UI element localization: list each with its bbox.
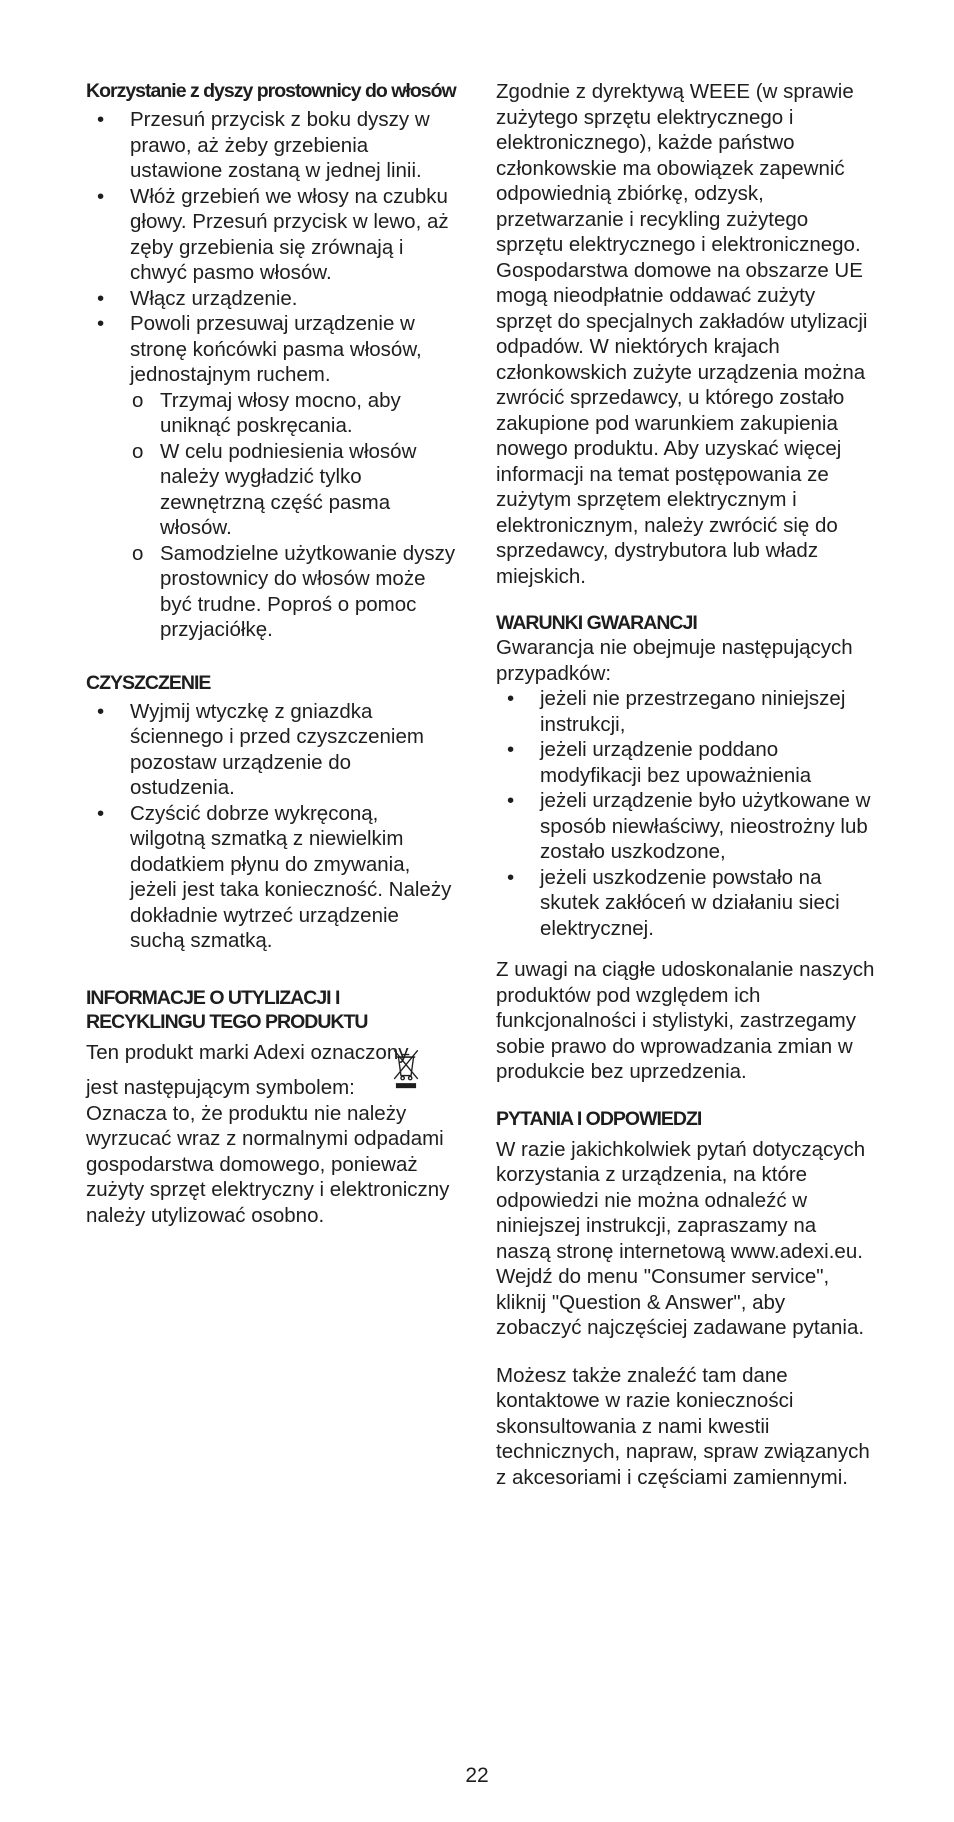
section-warranty: [496, 611, 876, 1085]
sub-list: [130, 388, 458, 643]
section-cleaning: [86, 671, 458, 954]
list-item: • jeżeli uszkodzenie powstało na skutek zakłóceń w działaniu sieci elektrycznej.: [496, 865, 876, 942]
sub-list-item: o W celu podniesienia włosów należy wygładzić tylko zewnętrzną część pasma włosów.: [130, 439, 458, 541]
list-item: [86, 311, 458, 643]
bullet-list: [496, 686, 876, 941]
section-faq: [496, 1107, 876, 1491]
warranty-intro: Gwarancja nie obejmuje następujących przypadków:: [496, 636, 853, 685]
list-item-text: Powoli przesuwaj urządzenie w stronę końcówki pasma włosów, jednostajnym ruchem.: [130, 312, 422, 386]
list-item: • jeżeli urządzenie poddano modyfikacji bez upoważnienia: [496, 737, 876, 788]
right-column: [496, 79, 876, 1510]
crossed-out-wheelie-bin-icon: [389, 1047, 423, 1089]
section-disposal: [86, 986, 458, 1229]
sub-list-item: o Samodzielne użytkowanie dyszy prostownicy do włosów może być trudne. Poproś o pomoc przyjaciółkę.: [130, 541, 458, 643]
list-item: • jeżeli nie przestrzegano niniejszej instrukcji,: [496, 686, 876, 737]
disposal-text-line2: [86, 1075, 458, 1101]
section-heading: PYTANIA I ODPOWIEDZI: [496, 1107, 702, 1130]
disposal-text: Oznacza to, że produktu nie należy wyrzucać wraz z normalnymi odpadami gospodarstwa domowego, ponieważ zużyty sprzęt elektryczny i elektroniczny należy utylizować osobno.: [86, 1101, 450, 1227]
sub-list-item: o Trzymaj włosy mocno, aby uniknąć poskręcania.: [130, 388, 458, 439]
list-item: • Włącz urządzenie.: [86, 286, 458, 312]
list-item: • Czyścić dobrze wykręconą, wilgotną szmatką z niewielkim dodatkiem płynu do zmywania, jeżeli jest taka konieczność. Należy dokładnie wytrzeć urządzenie suchą szmatką.: [86, 801, 458, 954]
list-item: • Wyjmij wtyczkę z gniazdka ściennego i przed czyszczeniem pozostaw urządzenie do ostudzenia.: [86, 699, 458, 801]
bullet-list: [86, 107, 458, 643]
section-heading: INFORMACJE O UTYLIZACJI I RECYKLINGU TEGO PRODUKTU: [86, 986, 368, 1033]
list-item: • Włóż grzebień we włosy na czubku głowy. Przesuń przycisk w lewo, aż zęby grzebienia się zrównają i chwyć pasmo włosów.: [86, 184, 458, 286]
disposal-symbol-label: jest następującym symbolem:: [86, 1076, 355, 1099]
left-column: [86, 79, 458, 1248]
weee-directive-text: Zgodnie z dyrektywą WEEE (w sprawie zużytego sprzętu elektrycznego i elektronicznego), każde państwo członkowskie ma obowiązek zapewnić odpowiednią zbiórkę, odzysk, przetwarzanie i recykling zużytego sprzętu elektrycznego i elektronicznego. Gospodarstwa domowe na obszarze UE mogą nieodpłatnie oddawać zużyty sprzęt do specjalnych zakładów utylizacji odpadów. W niektórych krajach członkowskich zużyte urządzenia można zwrócić sprzedawcy, u którego zostało zakupione pod warunkiem zakupienia nowego produktu. Aby uzyskać więcej informacji na temat postępowania ze zużytym sprzętem elektrycznym i elektronicznym, należy zwrócić się do sprzedawcy, dystrybutora lub władz miejskich.: [496, 80, 868, 588]
bullet-list: [86, 699, 458, 954]
faq-text-menu: Wejdź do menu "Consumer service", kliknij "Question & Answer", aby zobaczyć najczęściej zadawane pytania.: [496, 1265, 865, 1339]
section-heading: WARUNKI GWARANCJI: [496, 612, 697, 634]
list-item: • jeżeli urządzenie było użytkowane w sposób niewłaściwy, nieostrożny lub zostało uszkodzone,: [496, 788, 876, 865]
page-number: 22: [465, 1764, 489, 1787]
section-straightener-nozzle: [86, 79, 458, 643]
disposal-text-line1: Ten produkt marki Adexi oznaczony: [86, 1040, 409, 1064]
list-item: • Przesuń przycisk z boku dyszy w prawo, aż żeby grzebienia ustawione zostaną w jednej linii.: [86, 107, 458, 184]
faq-text: W razie jakichkolwiek pytań dotyczących korzystania z urządzenia, na które odpowiedzi nie można odnaleźć w niniejszej instrukcji, zapraszamy na naszą stronę internetową www.adexi.eu.: [496, 1137, 866, 1263]
warranty-note: Z uwagi na ciągłe udoskonalanie naszych produktów pod względem ich funkcjonalności i stylistyki, zastrzegamy sobie prawo do wprowadzania zmian w produkcie bez uprzedzenia.: [496, 958, 875, 1083]
section-heading: Korzystanie z dyszy prostownicy do włosów: [86, 80, 456, 102]
faq-contact-text: Możesz także znaleźć tam dane kontaktowe w razie konieczności skonsultowania z nami kwestii technicznych, napraw, spraw związanych z akcesoriami i częściami zamiennymi.: [496, 1363, 870, 1489]
section-heading: CZYSZCZENIE: [86, 671, 211, 694]
